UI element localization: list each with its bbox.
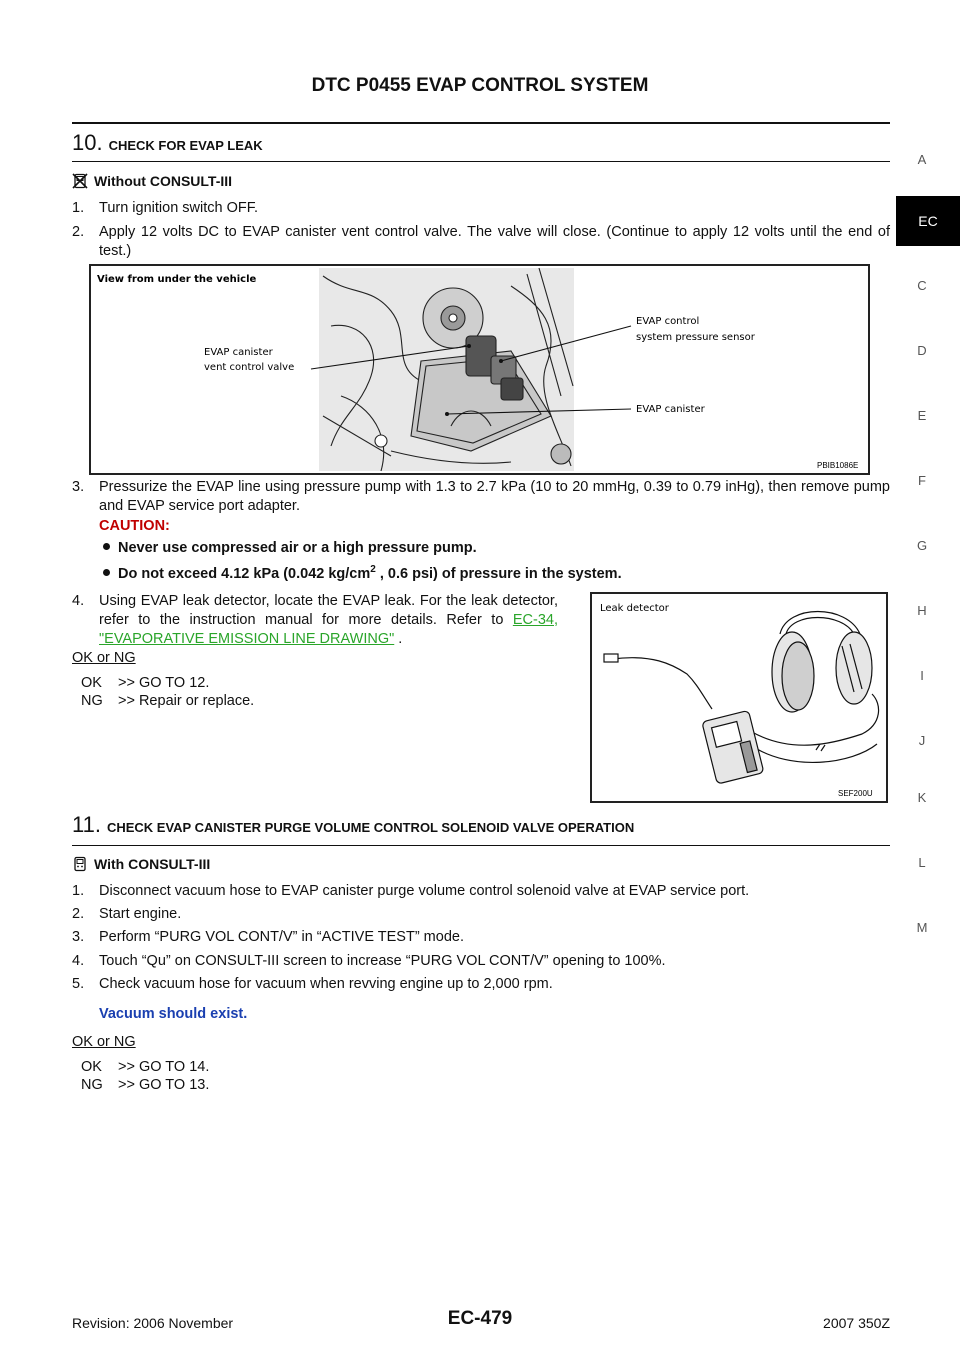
step-10-condition: [72, 173, 232, 189]
bullet-icon: [103, 569, 110, 576]
side-index-ec-active[interactable]: EC: [896, 196, 960, 246]
figure-2-heading: Leak detector: [600, 603, 669, 614]
step-11-condition-label: With CONSULT-III: [94, 856, 211, 872]
step-11-condition: [72, 856, 210, 872]
step-10-item-4: 4. Using EVAP leak detector, locate the EVAP leak. For the leak detector, refer to the instruction manual for more details. Refer to EC-34, "EVAPORATIVE EMISSION LINE DRAWING" .: [72, 593, 558, 647]
step-11-item-3: 3. Perform “PURG VOL CONT/V” in “ACTIVE TEST” mode.: [72, 929, 464, 945]
link-ec-34-evaporative-drawing[interactable]: EC-34, "EVAPORATIVE EMISSION LINE DRAWING": [99, 612, 558, 647]
step-10-ok-or-ng: OK or NG: [72, 650, 136, 666]
step-10-rule: [72, 161, 890, 162]
side-index-f[interactable]: F: [918, 473, 926, 488]
side-index-g[interactable]: G: [916, 538, 928, 553]
without-consult-icon: [72, 173, 88, 189]
step-10-result-ng: NG >> Repair or replace.: [81, 693, 255, 709]
figure-1-id: PBIB1086E: [817, 461, 859, 470]
step-10-item-2: 2. Apply 12 volts DC to EVAP canister vent control valve. The valve will close. (Continue to apply 12 volts until the end of test.): [72, 224, 890, 259]
side-index-j[interactable]: J: [918, 733, 926, 748]
step-10-item-3: 3. Pressurize the EVAP line using pressure pump with 1.3 to 2.7 kPa (10 to 20 mmHg, 0.39 to 0.79 inHg), then remove pump and EVAP service port adapter.: [72, 479, 890, 514]
step-11-item-1: 1. Disconnect vacuum hose to EVAP canister purge volume control solenoid valve at EVAP service port.: [72, 883, 750, 899]
step-10-number: 10.: [72, 130, 103, 155]
label-evap-canister: EVAP canister: [636, 404, 705, 415]
step-11-rule: [72, 845, 890, 846]
side-index-k[interactable]: K: [917, 790, 927, 805]
bullet-icon: [103, 543, 110, 550]
page-title: DTC P0455 EVAP CONTROL SYSTEM: [311, 75, 649, 96]
step-10-title: CHECK FOR EVAP LEAK: [108, 138, 263, 153]
side-index-l[interactable]: L: [918, 855, 926, 870]
figure-evap-under-vehicle: [89, 264, 870, 475]
step-11-result-ng: NG >> GO TO 13.: [81, 1077, 210, 1093]
footer-model: 2007 350Z: [823, 1315, 890, 1331]
step-10-heading: [72, 130, 263, 156]
side-index-c[interactable]: C: [917, 278, 927, 293]
side-index-m[interactable]: M: [916, 920, 928, 935]
step-11-spec: Vacuum should exist.: [99, 1006, 248, 1022]
side-index-h[interactable]: H: [917, 603, 927, 618]
caution-item-1: Never use compressed air or a high pressure pump.: [103, 540, 477, 556]
step-11-title: CHECK EVAP CANISTER PURGE VOLUME CONTROL SOLENOID VALVE OPERATION: [106, 820, 635, 835]
figure-1-heading: View from under the vehicle: [97, 274, 257, 285]
side-index-d[interactable]: D: [917, 343, 927, 358]
figure-2-id: SEF200U: [838, 789, 873, 798]
step-11-number: 11.: [72, 812, 101, 837]
caution-title: CAUTION:: [99, 518, 170, 534]
label-evap-sensor-2: system pressure sensor: [636, 332, 755, 343]
step-11-item-2: 2. Start engine.: [72, 906, 182, 922]
figure-leak-detector: [590, 592, 888, 803]
label-evap-canister-vent-2: vent control valve: [204, 362, 295, 373]
label-evap-sensor-1: EVAP control: [636, 316, 700, 327]
step-11-item-4: 4. Touch “Qu” on CONSULT-III screen to increase “PURG VOL CONT/V” opening to 100%.: [72, 953, 666, 969]
leak-detector-illustration: [592, 594, 886, 801]
evap-components-illustration: [91, 266, 868, 473]
step-11-item-5: 5. Check vacuum hose for vacuum when revving engine up to 2,000 rpm.: [72, 976, 553, 992]
caution-item-2: Do not exceed 4.12 kPa (0.042 $kg/cm^2$ , 0.6 psi) of pressure in the system.: [103, 564, 622, 582]
page-number: EC-479: [447, 1308, 513, 1329]
side-index-a[interactable]: A: [917, 152, 927, 167]
side-index-e[interactable]: E: [917, 408, 927, 423]
header-rule: [72, 122, 890, 124]
step-11-heading: [72, 812, 634, 838]
footer-revision: Revision: 2006 November: [72, 1315, 234, 1331]
step-10-result-ok: OK >> GO TO 12.: [81, 675, 210, 691]
label-evap-canister-vent-1: EVAP canister: [204, 347, 273, 358]
step-10-item-1: 1. Turn ignition switch OFF.: [72, 200, 259, 216]
step-10-condition-label: Without CONSULT-III: [94, 173, 233, 189]
step-11-ok-or-ng: OK or NG: [72, 1034, 136, 1050]
step-11-result-ok: OK >> GO TO 14.: [81, 1059, 210, 1075]
side-index-i[interactable]: I: [920, 668, 924, 683]
with-consult-icon: [72, 856, 88, 872]
